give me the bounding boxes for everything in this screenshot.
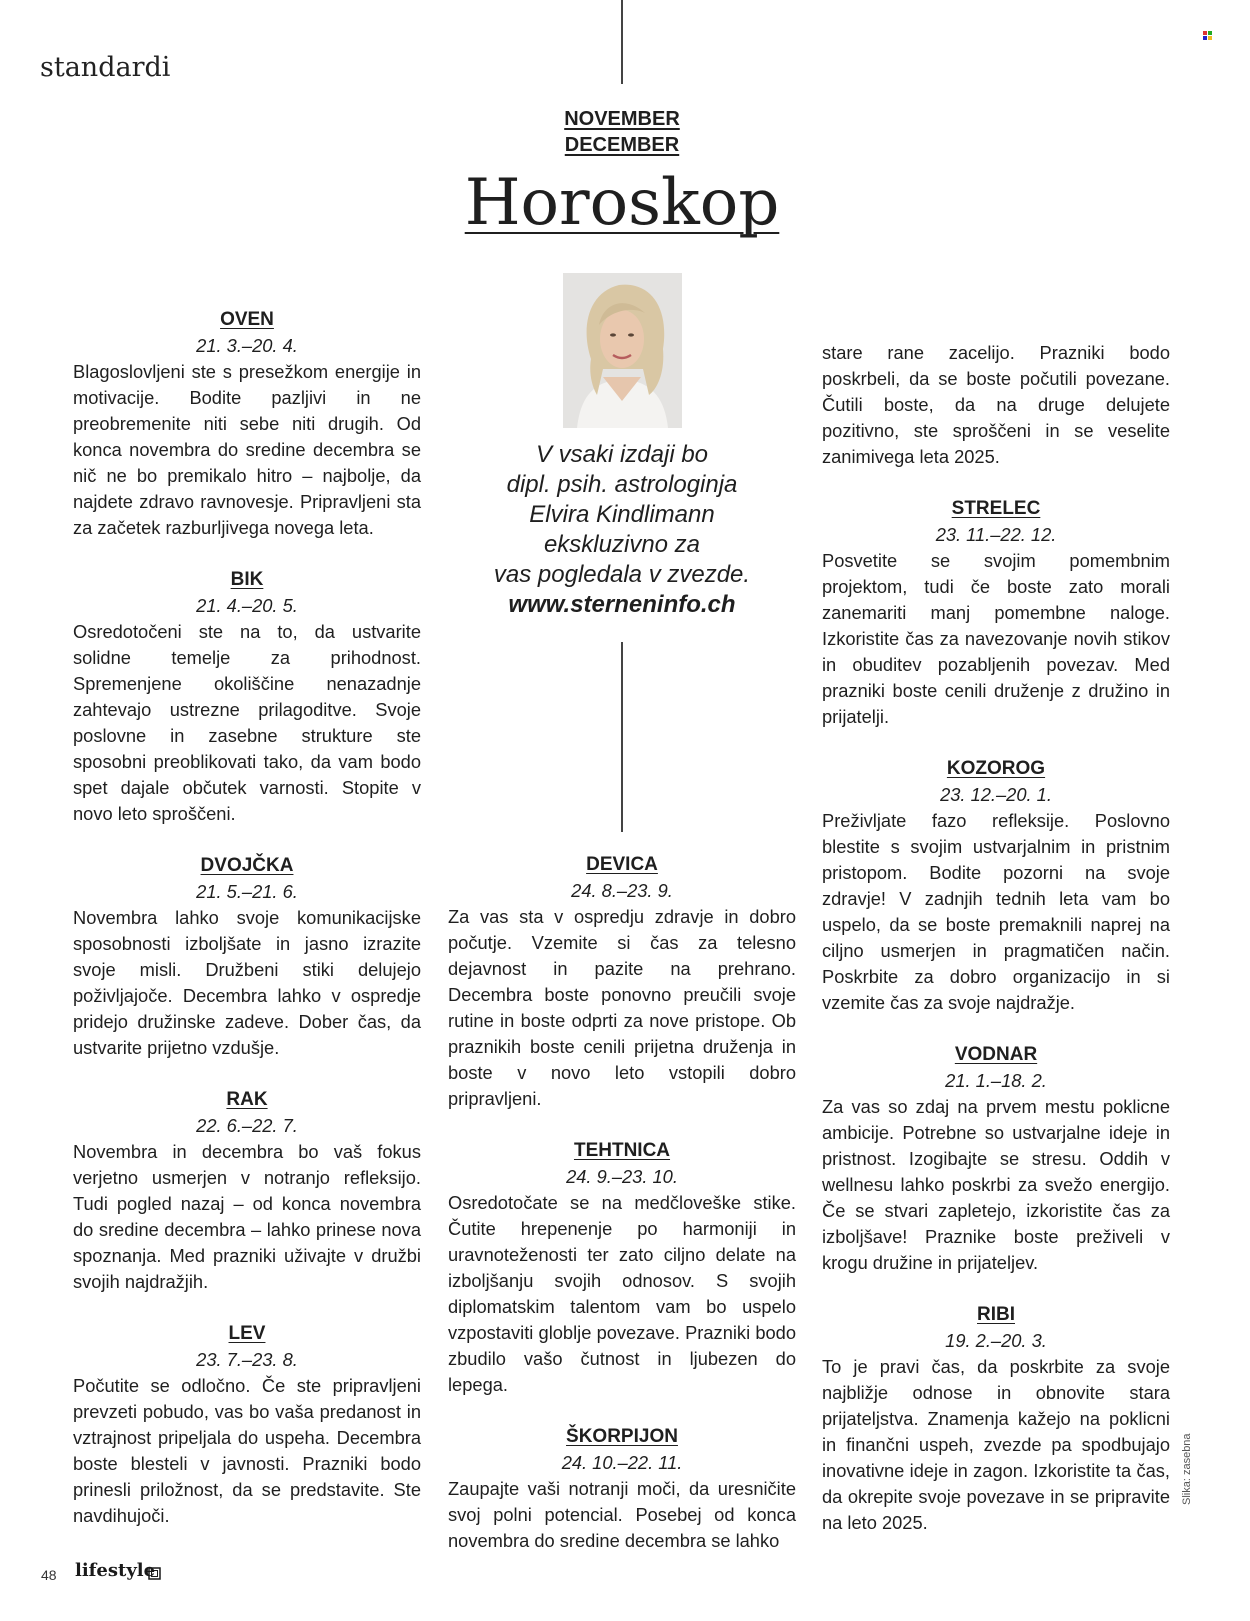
sign-name: DEVICA bbox=[586, 854, 658, 875]
sign-text: Blagoslovljeni ste s presežkom energije in motivacije. Bodite pazljivi in ne preobremenite niti sebe niti drugih. Od konca novembra do sredine decembra se nič ne bo premikalo hitro – najbolje, da najdete zdravo ravnovesje. Pripravljeni sta za začetek razburljivega novega leta. bbox=[73, 361, 421, 538]
sign-text: Za vas so zdaj na prvem mestu poklicne ambicije. Potrebne so ustvarjalne ideje in pristnost. Izogibajte se stresu. Oddih v wellnesu lahko poskrbi za svežo energijo. Če se stvari zapletejo, izkoristite čas za izboljšave! Praznike boste preživeli v krogu družine in prijateljev. bbox=[822, 1096, 1170, 1273]
brand-frame-icon bbox=[147, 1566, 162, 1581]
sign-text: Zaupajte vaši notranji moči, da uresničite svoj polni potencial. Posebej od konca novembra do sredine decembra se lahko bbox=[448, 1478, 796, 1551]
intro-line: dipl. psih. astrologinja bbox=[506, 471, 738, 498]
sign-text: Novembra lahko svoje komunikacijske sposobnosti izboljšate in jasno izrazite svoje misli. Družbeni stiki delujejo poživljajoče. Decembra lahko v ospredje pridejo družinske zadeve. Dober čas, da ustvarite prijetno vzdušje. bbox=[73, 907, 421, 1058]
sign-oven bbox=[73, 307, 421, 541]
sign-dates: 24. 9.–23. 10. bbox=[566, 1166, 678, 1187]
sign-rak bbox=[73, 1087, 421, 1295]
sign-devica bbox=[448, 852, 796, 1112]
sign-dates: 24. 8.–23. 9. bbox=[571, 880, 673, 901]
sign-text: stare rane zacelijo. Prazniki bodo poskrbeli, da se boste počutili povezane. Čutili boste, da na druge delujete pozitivno, ste sproščeni in se veselite zanimivega leta 2025. bbox=[822, 342, 1170, 467]
color-mark-icon bbox=[1203, 31, 1212, 40]
sign-dates: 23. 12.–20. 1. bbox=[940, 784, 1052, 805]
sign-dates: 21. 3.–20. 4. bbox=[196, 335, 298, 356]
sign-dates: 23. 11.–22. 12. bbox=[935, 524, 1057, 545]
sign-name: BIK bbox=[230, 569, 264, 590]
intro-line: vas pogledala v zvezde. bbox=[493, 561, 751, 588]
month-2: DECEMBER bbox=[564, 134, 680, 156]
sign-dates: 21. 4.–20. 5. bbox=[196, 595, 298, 616]
intro-line: V vsaki izdaji bo bbox=[535, 441, 709, 468]
top-divider bbox=[621, 0, 623, 84]
sign-dates: 22. 6.–22. 7. bbox=[196, 1115, 298, 1136]
astrologer-portrait bbox=[563, 273, 682, 428]
website-link[interactable]: www.sterneninfo.ch bbox=[508, 591, 736, 618]
sign-text: Posvetite se svojim pomembnim projektom, tudi če boste zato morali zanemariti manj pomembne naloge. Izkoristite čas za navezovanje novih stikov in obuditev pozabljenih povezav. Med prazniki boste cenili druženje z družino in prijatelji. bbox=[822, 550, 1170, 727]
sign-name: VODNAR bbox=[954, 1044, 1038, 1065]
section-label: standardi bbox=[40, 52, 171, 83]
sign-dates: 21. 5.–21. 6. bbox=[196, 881, 298, 902]
brand-logo: lifestyle bbox=[75, 1560, 156, 1581]
intro-line: ekskluzivno za bbox=[543, 531, 701, 558]
sign-name: DVOJČKA bbox=[200, 855, 294, 876]
sign-name: KOZOROG bbox=[946, 758, 1046, 779]
sign-kozorog bbox=[822, 756, 1170, 1016]
right-column bbox=[822, 340, 1170, 1562]
sign-text: Osredotočate se na medčloveške stike. Čutite hrepenenje po harmoniji in uravnoteženosti ter zato ciljno delate na izboljšanju svojih odnosov. S svojih diplomatskim talentom vam bo uspelo vzpostaviti globlje povezave. Prazniki bodo zbudilo vašo čutnost in ljubezen do lepega. bbox=[448, 1192, 796, 1395]
sign-text: Novembra in decembra bo vaš fokus verjetno usmerjen v notranjo refleksijo. Tudi pogled nazaj – od konca novembra do sredine decembra – lahko prinese nova spoznanja. Med prazniki uživajte v družbi svojih najdražjih. bbox=[73, 1141, 421, 1292]
sign-dates: 23. 7.–23. 8. bbox=[196, 1349, 298, 1370]
sign-text: Počutite se odločno. Če ste pripravljeni prevzeti pobudo, vas bo vaša predanost in vztrajnost pripeljala do uspeha. Decembra boste blesteli v javnosti. Prazniki bodo prinesli priložnost, da se predstavite. Ste navdihujoči. bbox=[73, 1375, 421, 1526]
intro-line: Elvira Kindlimann bbox=[529, 501, 715, 528]
left-column bbox=[73, 307, 421, 1555]
sign-name: TEHTNICA bbox=[573, 1140, 671, 1161]
sign-text: Osredotočeni ste na to, da ustvarite solidne temelje za prihodnost. Spremenjene okoliščine nenazadnje zahtevajo ustrezne prilagoditve. Svoje poslovne in zasebne strukture ste sposobni preoblikovati tako, da vam bodo spet dajale občutek varnosti. Stopite v novo leto sproščeni. bbox=[73, 621, 421, 824]
sign-vodnar bbox=[822, 1042, 1170, 1276]
sign-strelec bbox=[822, 496, 1170, 730]
sign-skorpijon bbox=[448, 1424, 796, 1554]
sign-dates: 21. 1.–18. 2. bbox=[945, 1070, 1047, 1091]
month-1: NOVEMBER bbox=[564, 108, 680, 130]
issue-months bbox=[522, 106, 722, 158]
sign-name: LEV bbox=[228, 1323, 266, 1344]
sign-name: RIBI bbox=[977, 1304, 1015, 1325]
photo-credit: Slika: zasebna bbox=[1181, 1433, 1193, 1505]
middle-divider bbox=[621, 642, 623, 832]
sign-name: OVEN bbox=[220, 309, 274, 330]
sign-text: To je pravi čas, da poskrbite za svoje najbližje odnose in obnovite stara prijateljstva. Znamenja kažejo na poklicni in finančni uspeh, zvezde pa spodbujajo inovativne ideje in zagon. Izkoristite ta čas, da okrepite svoje povezave in se pripravite na leto 2025. bbox=[822, 1356, 1170, 1533]
sign-dates: 24. 10.–22. 11. bbox=[561, 1452, 683, 1473]
sign-text: Preživljate fazo refleksije. Poslovno blestite s svojim ustvarjalnim in pristnim pristopom. Bodite pozorni na svoje zdravje! V zadnjih tednih leta vam bo uspelo, da se boste premaknili naprej na ciljno usmerjen in pragmatičen način. Poskrbite za dobro organizacijo in si vzemite čas za svoje najdražje. bbox=[822, 810, 1170, 1013]
sign-bik bbox=[73, 567, 421, 827]
page-number: 48 bbox=[41, 1567, 57, 1583]
sign-dvojcka bbox=[73, 853, 421, 1061]
sign-name: RAK bbox=[226, 1089, 268, 1110]
sign-skorpijon-continued bbox=[822, 340, 1170, 470]
intro-text bbox=[470, 440, 774, 620]
middle-column bbox=[448, 852, 796, 1580]
sign-dates: 19. 2.–20. 3. bbox=[945, 1330, 1047, 1351]
sign-lev bbox=[73, 1321, 421, 1529]
sign-text: Za vas sta v ospredju zdravje in dobro počutje. Vzemite si čas za telesno dejavnost in pazite na prehrano. Decembra boste ponovno preučili svoje rutine in boste odprti za nove pristope. Ob praznikih boste cenili prijetna druženja in boste v novo leto vstopili dobro pripravljeni. bbox=[448, 906, 796, 1109]
sign-tehtnica bbox=[448, 1138, 796, 1398]
sign-name: STRELEC bbox=[951, 498, 1041, 519]
sign-ribi bbox=[822, 1302, 1170, 1536]
sign-name: ŠKORPIJON bbox=[566, 1426, 678, 1447]
page-title: Horoskop bbox=[464, 166, 780, 240]
